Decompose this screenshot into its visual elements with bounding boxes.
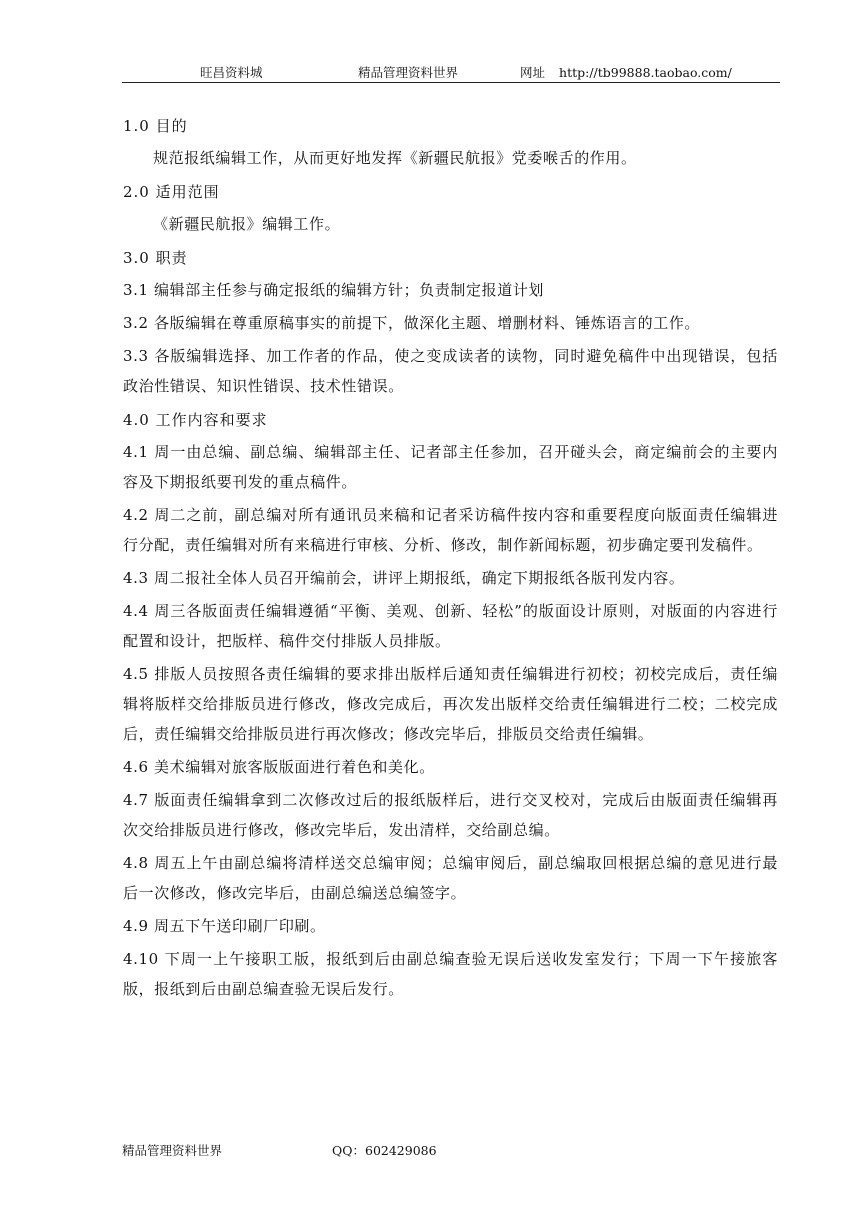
- paragraph: 《新疆民航报》编辑工作。: [153, 215, 341, 233]
- paragraph: 4.3 周二报社全体人员召开编前会，讲评上期报纸，确定下期报纸各版刊发内容。: [123, 569, 685, 587]
- header-url-label: 网址: [520, 65, 546, 80]
- header-url-link[interactable]: http://tb99888.taobao.com/: [559, 65, 732, 80]
- section-title-scope: 2.0 适用范围: [123, 183, 220, 201]
- paragraph: 4.9 周五下午送印刷厂印刷。: [123, 917, 326, 935]
- document-body: [123, 110, 778, 1007]
- section-title-work-content: 4.0 工作内容和要求: [123, 411, 268, 429]
- paragraph: 4.1 周一由总编、副总编、编辑部主任、记者部主任参加，召开碰头会，商定编前会的主要内容及下期报纸要刊发的重点稿件。: [123, 443, 778, 491]
- paragraph: 4.6 美术编辑对旅客版版面进行着色和美化。: [123, 758, 435, 776]
- paragraph: 3.2 各版编辑在尊重原稿事实的前提下，做深化主题、增删材料、锤炼语言的工作。: [123, 314, 701, 332]
- paragraph: 3.1 编辑部主任参与确定报纸的编辑方针；负责制定报道计划: [123, 281, 545, 299]
- paragraph: 4.5 排版人员按照各责任编辑的要求排出版样后通知责任编辑进行初校；初校完成后，责任编辑将版样交给排版员进行修改，修改完成后，再次发出版样交给责任编辑进行二校；二校完成后，责任编辑交给排版员进行再次修改；修改完毕后，排版员交给责任编辑。: [123, 665, 778, 743]
- paragraph: 4.10 下周一上午接职工版，报纸到后由副总编查验无误后送收发室发行；下周一下午接旅客版，报纸到后由副总编查验无误后发行。: [123, 950, 778, 998]
- paragraph: 3.3 各版编辑选择、加工作者的作品，使之变成读者的读物，同时避免稿件中出现错误，包括政治性错误、知识性错误、技术性错误。: [123, 347, 778, 395]
- paragraph: 4.4 周三各版面责任编辑遵循“平衡、美观、创新、轻松”的版面设计原则，对版面的内容进行配置和设计，把版样、稿件交付排版人员排版。: [123, 602, 778, 650]
- paragraph: 规范报纸编辑工作，从而更好地发挥《新疆民航报》党委喉舌的作用。: [153, 149, 637, 167]
- section-title-duties: 3.0 职责: [123, 249, 188, 267]
- header-left-text: 旺昌资料城: [200, 65, 263, 80]
- paragraph: 4.2 周二之前，副总编对所有通讯员来稿和记者采访稿件按内容和重要程度向版面责任编辑进行分配，责任编辑对所有来稿进行审核、分析、修改，制作新闻标题，初步确定要刊发稿件。: [123, 506, 778, 554]
- paragraph: 4.7 版面责任编辑拿到二次修改过后的报纸版样后，进行交叉校对，完成后由版面责任编辑再次交给排版员进行修改，修改完毕后，发出清样，交给副总编。: [123, 791, 778, 839]
- page-header: [122, 60, 780, 83]
- footer-left-text: 精品管理资料世界: [122, 1143, 223, 1158]
- footer-qq-text: QQ：602429086: [332, 1143, 437, 1158]
- header-url-group: [520, 63, 732, 81]
- section-title-purpose: 1.0 目的: [123, 117, 188, 135]
- header-middle-text: 精品管理资料世界: [358, 65, 459, 80]
- paragraph: 4.8 周五上午由副总编将清样送交总编审阅；总编审阅后，副总编取回根据总编的意见进行最后一次修改，修改完毕后，由副总编送总编签字。: [123, 854, 778, 902]
